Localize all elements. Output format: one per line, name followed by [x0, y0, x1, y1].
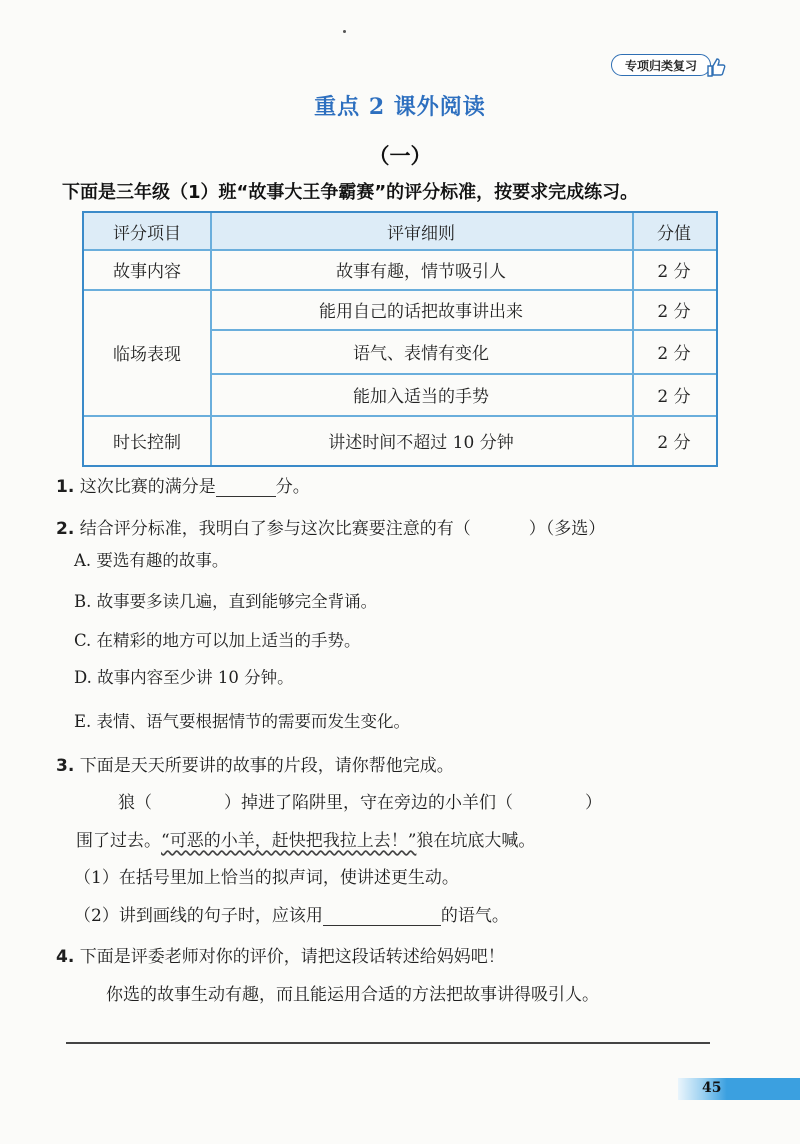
group-time-control: 时长控制 [113, 432, 181, 453]
question-3 [56, 751, 454, 776]
story-text: ）掉进了陷阱里，守在旁边的小羊们（ [224, 793, 513, 813]
rule-cell: 讲述时间不超过 10 分钟 [328, 432, 514, 453]
story-text: 围了过去。 [76, 831, 161, 851]
answer-blank[interactable] [323, 907, 441, 926]
score-cell: 2 分 [657, 343, 691, 364]
option-b[interactable]: B. 故事要多读几遍，直到能够完全背诵。 [74, 592, 378, 611]
instructions: 下面是三年级（1）班“故事大王争霸赛”的评分标准，按要求完成练习。 [62, 182, 639, 203]
question-text: 下面是天天所要讲的故事的片段，请你帮他完成。 [74, 756, 454, 776]
header-score: 分值 [657, 223, 691, 244]
page-number: 45 [702, 1080, 722, 1096]
page-number-bar [678, 1078, 800, 1100]
question-1 [56, 472, 310, 497]
option-e[interactable]: E. 表情、语气要根据情节的需要而发生变化。 [74, 712, 411, 731]
rule-cell: 语气、表情有变化 [353, 343, 489, 364]
score-cell: 2 分 [657, 432, 691, 453]
option-c[interactable]: C. 在精彩的地方可以加上适当的手势。 [74, 631, 361, 650]
question-number: 2. [56, 519, 75, 539]
header-rule: 评审细则 [387, 223, 455, 244]
story-text: 狼在坑底大喊。 [416, 831, 536, 851]
rule-cell: 能加入适当的手势 [353, 386, 489, 407]
question-2 [56, 514, 605, 539]
story-line-1 [118, 788, 602, 813]
question-tail: ）（多选） [528, 519, 606, 539]
score-cell: 2 分 [657, 301, 691, 322]
header-item: 评分项目 [113, 223, 181, 244]
question-number: 1. [56, 477, 75, 497]
rule-cell: 故事有趣，情节吸引人 [336, 261, 506, 282]
group-story-content: 故事内容 [113, 261, 181, 282]
scoring-table [82, 211, 718, 467]
answer-line[interactable] [66, 1042, 710, 1044]
sub-question-1: （1）在括号里加上恰当的拟声词，使讲述更生动。 [74, 868, 459, 888]
part-title: （一） [368, 143, 432, 168]
sub-question-text: （2）讲到画线的句子时，应该用 [74, 906, 323, 926]
group-performance: 临场表现 [113, 344, 181, 365]
story-text: ） [585, 793, 602, 813]
question-number: 4. [56, 947, 75, 967]
sub-question-2 [74, 901, 509, 926]
question-number: 3. [56, 756, 75, 776]
score-cell: 2 分 [657, 261, 691, 282]
score-cell: 2 分 [657, 386, 691, 407]
rule-cell: 能用自己的话把故事讲出来 [319, 301, 523, 322]
story-text: 狼（ [118, 793, 152, 813]
answer-blank[interactable] [216, 478, 276, 497]
sub-question-text-end: 的语气。 [440, 906, 509, 926]
question-text-end: 分。 [275, 477, 310, 497]
question-text: 这次比赛的满分是 [74, 477, 216, 497]
question-4 [56, 942, 505, 967]
question-text: 下面是评委老师对你的评价，请把这段话转述给妈妈吧！ [74, 947, 505, 967]
scan-speck [343, 30, 346, 33]
option-a[interactable]: A. 要选有趣的故事。 [74, 551, 229, 570]
section-title: 重点 2 课外阅读 [314, 94, 486, 120]
thumbs-up-icon [705, 56, 727, 78]
question-text: 结合评分标准，我明白了参与这次比赛要注意的有（ [74, 519, 471, 539]
option-d[interactable]: D. 故事内容至少讲 10 分钟。 [74, 668, 294, 687]
category-badge: 专项归类复习 [611, 54, 711, 76]
story-line-2 [76, 826, 535, 851]
teacher-comment: 你选的故事生动有趣，而且能运用合适的方法把故事讲得吸引人。 [106, 985, 599, 1005]
underlined-sentence: “可恶的小羊，赶快把我拉上去！” [161, 831, 417, 851]
